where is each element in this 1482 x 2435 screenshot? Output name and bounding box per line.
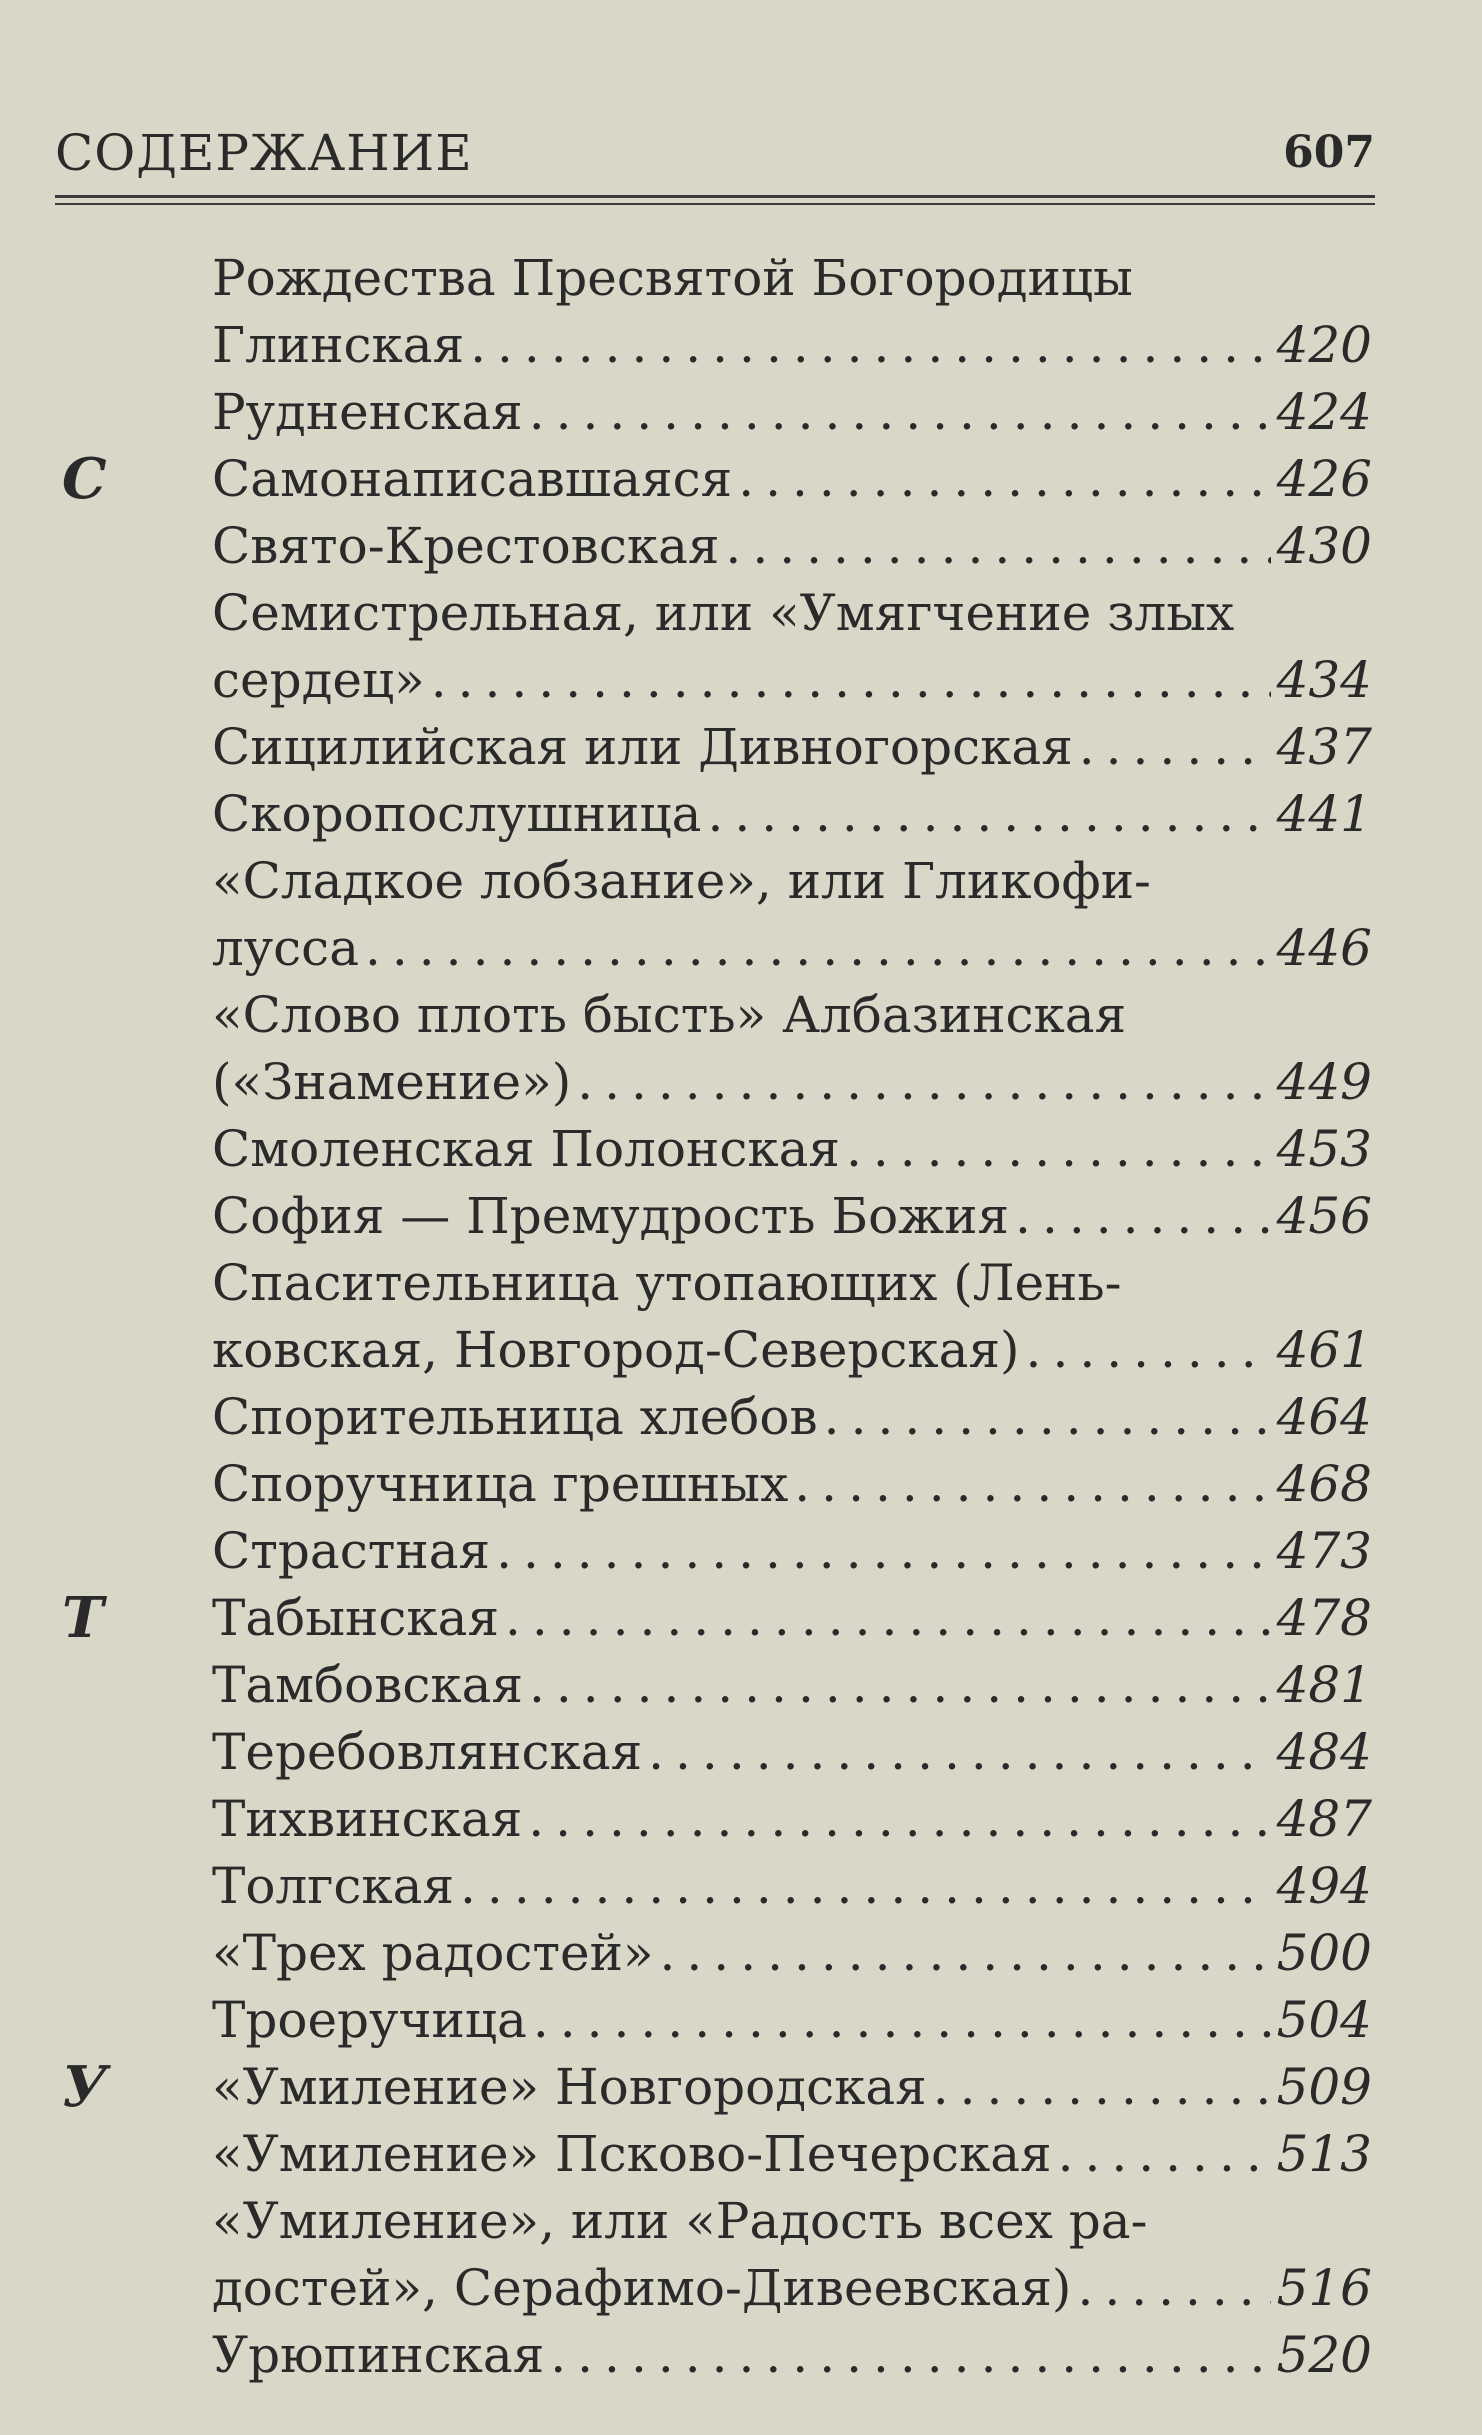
toc-entry	[212, 714, 1372, 781]
dot-leader	[1077, 2255, 1270, 2322]
toc-entry	[212, 2121, 1372, 2188]
entry-title-line: достей», Серафимо-Дивеевская)	[212, 2259, 1072, 2317]
entry-title-line: Толгская	[212, 1857, 455, 1915]
entry-page-number: 487	[1276, 1790, 1372, 1848]
entry-last-line	[212, 1518, 1372, 1585]
entry-title-line: Табынская	[212, 1589, 499, 1647]
entry-last-line	[212, 1116, 1372, 1183]
toc-entry	[212, 245, 1372, 379]
toc-entry	[212, 2322, 1372, 2389]
toc-entry	[212, 781, 1372, 848]
entry-last-line	[212, 1585, 1372, 1652]
entry-title-line: «Слово плоть бысть» Албазинская	[212, 986, 1127, 1044]
entry-title-line: Сицилийская или Дивногорская	[212, 718, 1073, 776]
toc-entry	[212, 848, 1372, 982]
entry-title-line: «Умиление» Новгородская	[212, 2058, 927, 2116]
entry-title-line: лусса	[212, 919, 359, 977]
entry-last-line	[212, 446, 1372, 513]
entry-title-line: Спасительница утопающих (Лень-	[212, 1254, 1122, 1312]
dot-leader	[1015, 1183, 1271, 1250]
entry-last-line	[212, 1183, 1372, 1250]
entry-last-line	[212, 1652, 1372, 1719]
entry-last-line	[212, 1384, 1372, 1451]
entry-title-line: («Знамение»)	[212, 1053, 572, 1111]
entry-title-line: Тамбовская	[212, 1656, 524, 1714]
entry-last-line	[212, 1451, 1372, 1518]
entry-page-number: 441	[1276, 785, 1372, 843]
entry-title-line: Тихвинская	[212, 1790, 523, 1848]
page-number: 607	[1283, 127, 1375, 178]
toc-entry	[212, 1183, 1372, 1250]
entry-page-number: 468	[1276, 1455, 1372, 1513]
toc-entry	[212, 1250, 1372, 1384]
entry-last-line	[212, 312, 1372, 379]
entry-page-number: 449	[1276, 1053, 1372, 1111]
entry-title-line: Глинская	[212, 316, 465, 374]
entry-last-line	[212, 714, 1372, 781]
entry-last-line	[212, 513, 1372, 580]
toc-entry	[212, 1786, 1372, 1853]
entry-last-line	[212, 1719, 1372, 1786]
entry-last-line	[212, 1987, 1372, 2054]
entry-title-line: Самонаписавшаяся	[212, 450, 733, 508]
entry-page-number: 509	[1276, 2058, 1372, 2116]
toc-entry	[212, 982, 1372, 1116]
entry-page-number: 473	[1276, 1522, 1372, 1580]
entry-page-number: 453	[1276, 1120, 1372, 1178]
entry-page-number: 520	[1276, 2326, 1372, 2384]
entry-title-line: «Умиление» Псково-Печерская	[212, 2125, 1052, 2183]
entry-title-line: Страстная	[212, 1522, 491, 1580]
entry-page-number: 430	[1276, 517, 1372, 575]
toc-entry	[212, 1451, 1372, 1518]
table-of-contents	[0, 245, 1482, 2389]
entry-page-number: 513	[1276, 2125, 1372, 2183]
toc-entry	[212, 2054, 1372, 2121]
entry-title-line: Спорительница хлебов	[212, 1388, 818, 1446]
entry-title-line: сердец»	[212, 651, 425, 709]
toc-group	[0, 446, 1482, 1585]
entry-last-line	[212, 1920, 1372, 1987]
entry-last-line	[212, 915, 1372, 982]
toc-entry	[212, 580, 1372, 714]
dot-leader	[1058, 2121, 1271, 2188]
entry-last-line	[212, 1317, 1372, 1384]
entry-title-line: София — Премудрость Божия	[212, 1187, 1010, 1245]
dot-leader	[529, 379, 1271, 446]
dot-leader	[725, 513, 1270, 580]
toc-entry	[212, 513, 1372, 580]
index-letter: У	[62, 2054, 108, 2120]
toc-group	[0, 245, 1482, 446]
entry-title-line: Троеручица	[212, 1991, 527, 2049]
toc-entry	[212, 1987, 1372, 2054]
entry-title-line: «Трех радостей»	[212, 1924, 654, 1982]
dot-leader	[431, 647, 1271, 714]
entry-last-line	[212, 2322, 1372, 2389]
entry-last-line	[212, 647, 1372, 714]
dot-leader	[648, 1719, 1270, 1786]
dot-leader	[1026, 1317, 1271, 1384]
toc-group	[0, 2054, 1482, 2389]
dot-leader	[794, 1451, 1270, 1518]
entry-last-line	[212, 1786, 1372, 1853]
header-rule-thin	[55, 203, 1375, 205]
toc-entry	[212, 1719, 1372, 1786]
dot-leader	[707, 781, 1270, 848]
entry-last-line	[212, 2121, 1372, 2188]
dot-leader	[824, 1384, 1271, 1451]
dot-leader	[660, 1920, 1271, 1987]
entry-page-number: 456	[1276, 1187, 1372, 1245]
entry-title-line: Смоленская Полонская	[212, 1120, 840, 1178]
entry-title-line: Рудненская	[212, 383, 523, 441]
dot-leader	[533, 1987, 1271, 2054]
entry-page-number: 461	[1276, 1321, 1372, 1379]
entry-last-line	[212, 781, 1372, 848]
toc-group	[0, 1585, 1482, 2054]
entry-title-line: «Умиление», или «Радость всех ра-	[212, 2192, 1148, 2250]
toc-entry	[212, 1585, 1372, 1652]
toc-entry	[212, 1853, 1372, 1920]
dot-leader	[738, 446, 1270, 513]
toc-entry	[212, 1920, 1372, 1987]
entry-title-line: Свято-Крестовская	[212, 517, 720, 575]
toc-entry	[212, 379, 1372, 446]
entry-page-number: 464	[1276, 1388, 1372, 1446]
running-header	[55, 110, 1375, 190]
entry-page-number: 437	[1276, 718, 1372, 776]
index-letter: Т	[62, 1585, 104, 1651]
entry-title-line: Семистрельная, или «Умягчение злых	[212, 584, 1235, 642]
dot-leader	[577, 1049, 1270, 1116]
toc-entry	[212, 2188, 1372, 2322]
entry-last-line	[212, 1853, 1372, 1920]
entry-page-number: 446	[1276, 919, 1372, 977]
entry-last-line	[212, 2255, 1372, 2322]
entry-title-line: Теребовлянская	[212, 1723, 643, 1781]
toc-entry	[212, 446, 1372, 513]
entry-page-number: 516	[1276, 2259, 1372, 2317]
entry-title-line: «Сладкое лобзание», или Гликофи-	[212, 852, 1151, 910]
toc-entry	[212, 1116, 1372, 1183]
entry-page-number: 420	[1276, 316, 1372, 374]
entry-last-line	[212, 1049, 1372, 1116]
dot-leader	[470, 312, 1270, 379]
dot-leader	[933, 2054, 1271, 2121]
section-title: СОДЕРЖАНИЕ	[55, 124, 473, 182]
dot-leader	[365, 915, 1271, 982]
entry-last-line	[212, 379, 1372, 446]
entry-title-line: ковская, Новгород-Северская)	[212, 1321, 1020, 1379]
entry-title-line: Рождества Пресвятой Богородицы	[212, 249, 1133, 307]
entry-page-number: 481	[1276, 1656, 1372, 1714]
index-letter: С	[62, 446, 107, 512]
entry-page-number: 478	[1276, 1589, 1372, 1647]
entry-page-number: 500	[1276, 1924, 1372, 1982]
dot-leader	[460, 1853, 1271, 1920]
entry-last-line	[212, 2054, 1372, 2121]
toc-entry	[212, 1652, 1372, 1719]
dot-leader	[505, 1585, 1271, 1652]
dot-leader	[528, 1786, 1270, 1853]
header-rule-thick	[55, 195, 1375, 198]
entry-title-line: Скоропослушница	[212, 785, 702, 843]
dot-leader	[1079, 714, 1271, 781]
entry-page-number: 426	[1276, 450, 1372, 508]
dot-leader	[846, 1116, 1271, 1183]
toc-entry	[212, 1384, 1372, 1451]
toc-entry	[212, 1518, 1372, 1585]
dot-leader	[550, 2322, 1270, 2389]
entry-page-number: 434	[1276, 651, 1372, 709]
entry-page-number: 424	[1276, 383, 1372, 441]
entry-page-number: 494	[1276, 1857, 1372, 1915]
entry-page-number: 484	[1276, 1723, 1372, 1781]
dot-leader	[529, 1652, 1271, 1719]
entry-title-line: Споручница грешных	[212, 1455, 789, 1513]
dot-leader	[496, 1518, 1270, 1585]
entry-page-number: 504	[1276, 1991, 1372, 2049]
entry-title-line: Урюпинская	[212, 2326, 545, 2384]
